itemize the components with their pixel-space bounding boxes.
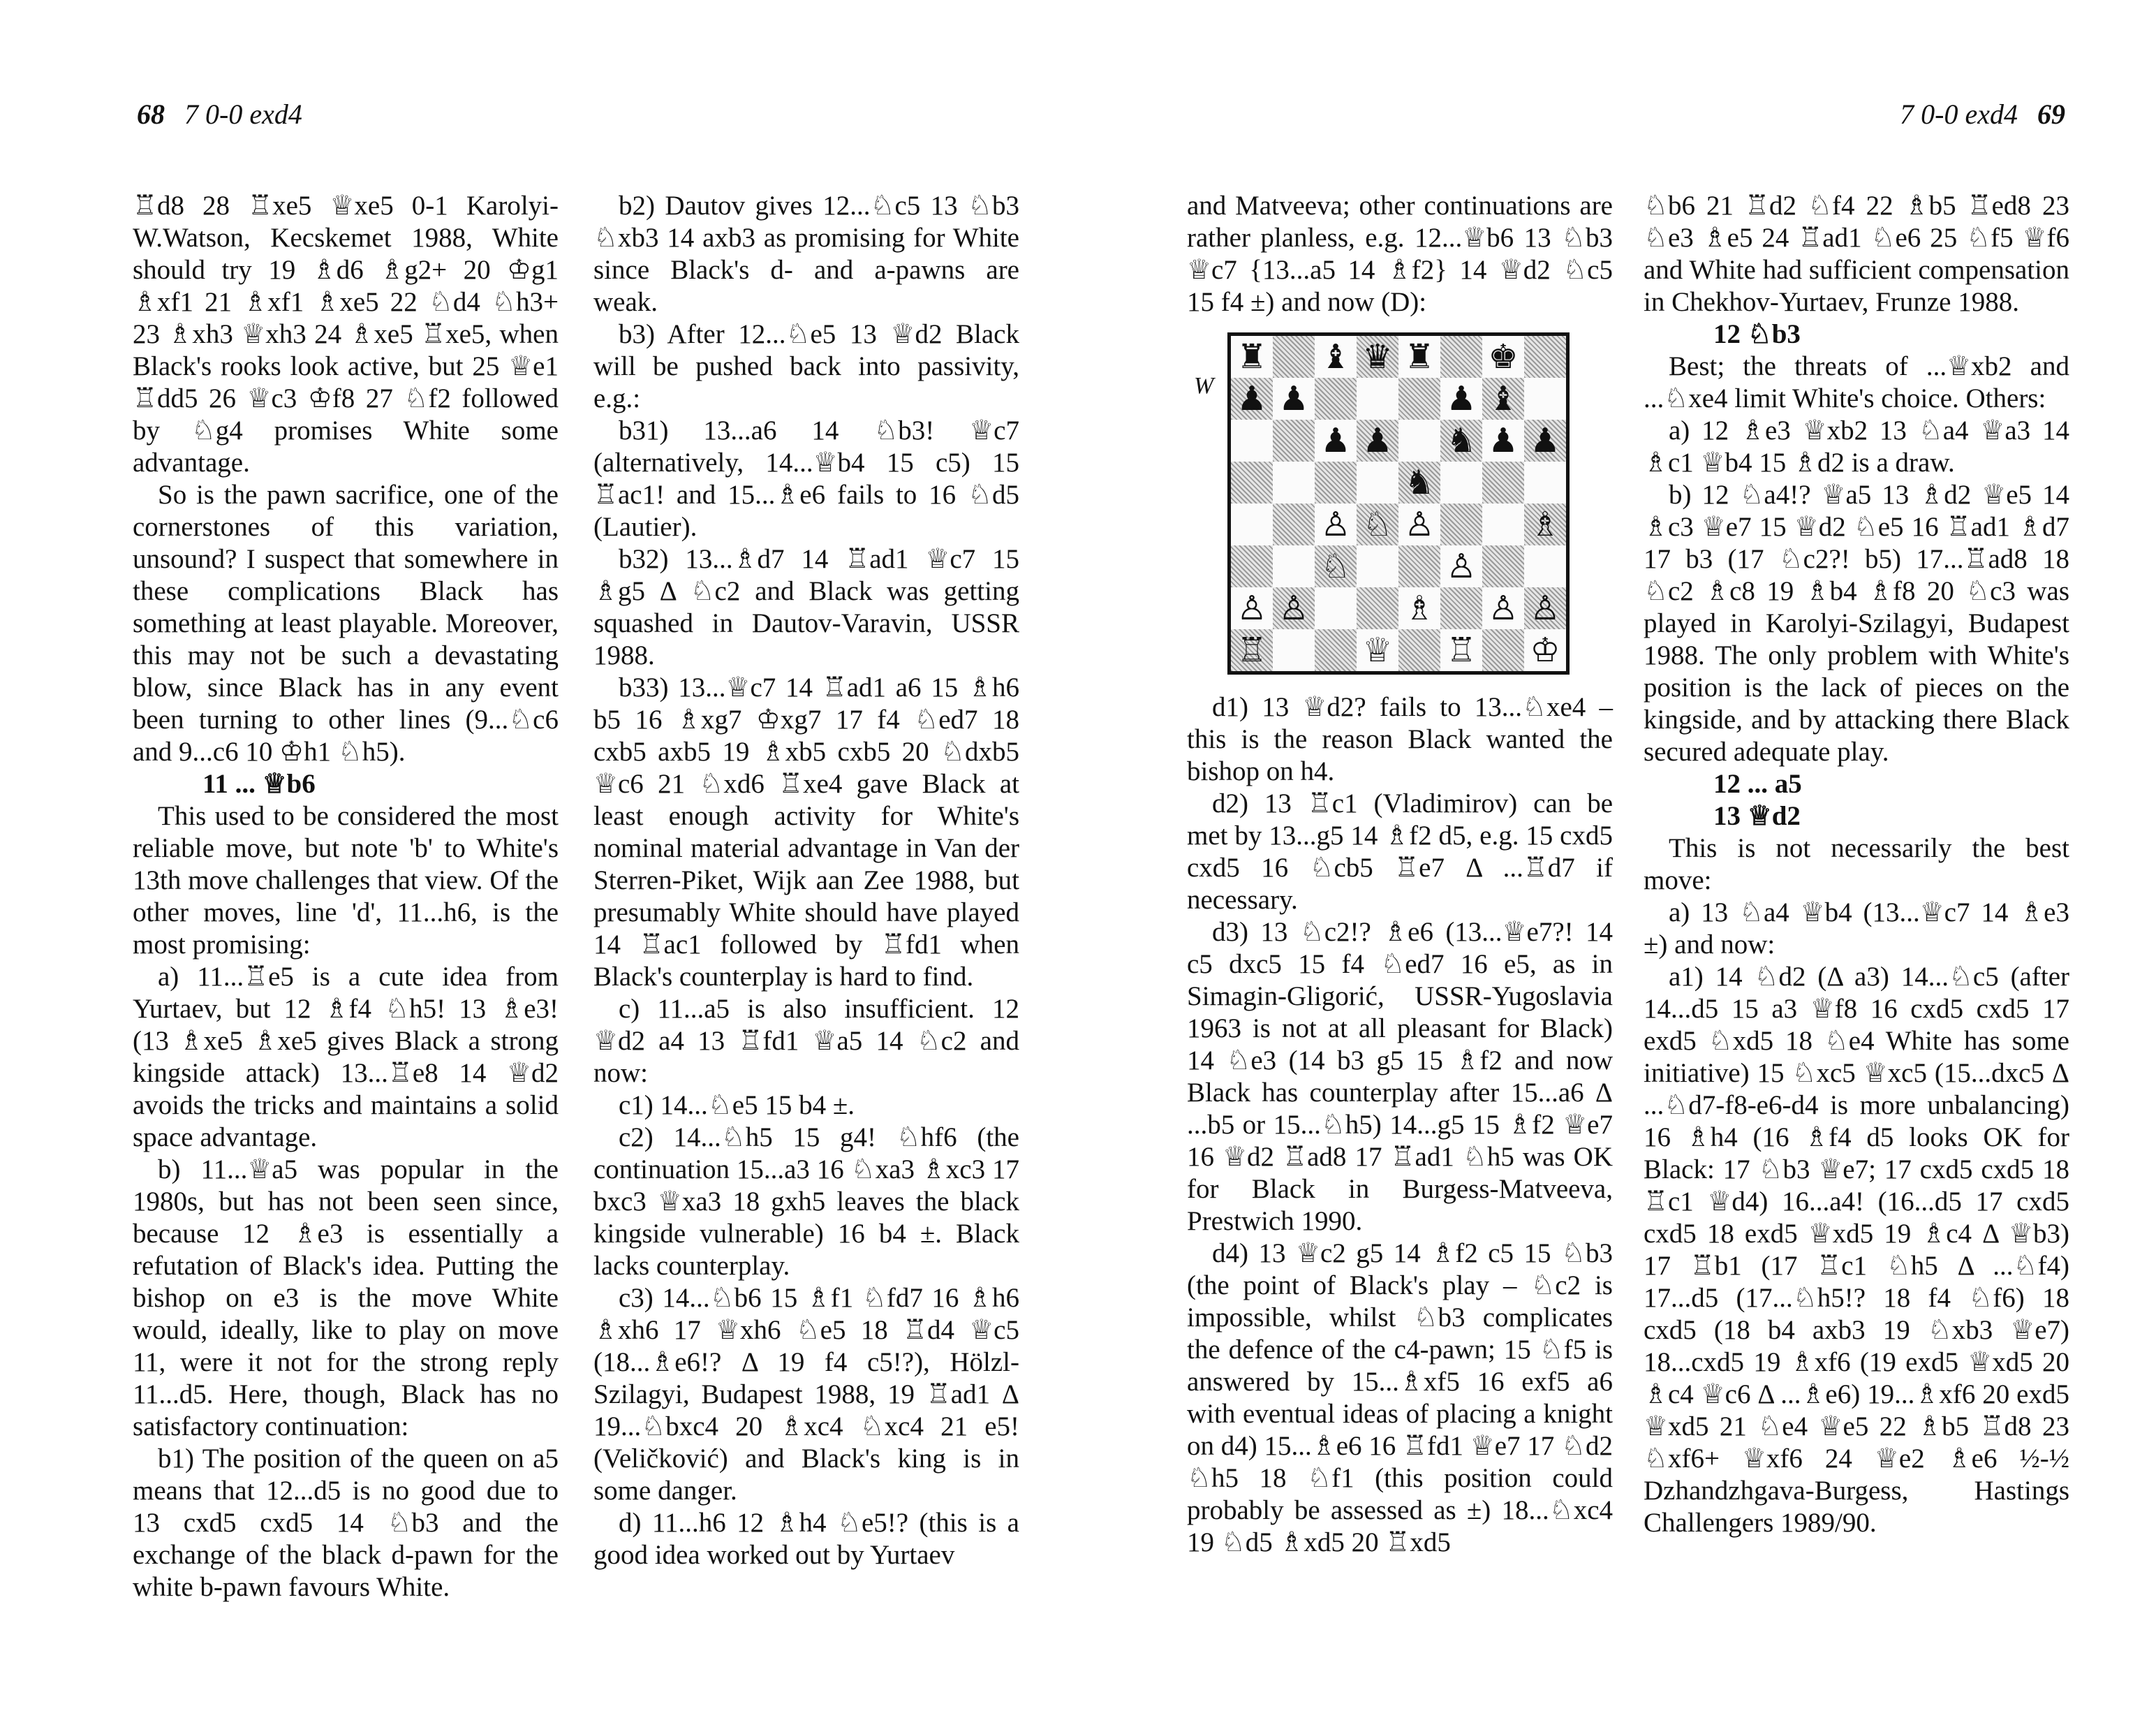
board-square	[1273, 545, 1315, 587]
right-running-title: 7 0-0 exd4	[1900, 98, 2018, 130]
board-square: ♝	[1315, 336, 1357, 378]
board-square	[1315, 378, 1357, 420]
board-square: ♝	[1482, 378, 1524, 420]
board-square: ♕	[1357, 629, 1398, 671]
paragraph: b3) After 12...♘e5 13 ♕d2 Black will be pushed back into passivity, e.g.:	[593, 319, 1019, 413]
board-square	[1273, 462, 1315, 504]
column-3-intro	[1187, 190, 1613, 318]
paragraph: d) 11...h6 12 ♗h4 ♘e5!? (this is a good idea worked out by Yurtaev	[593, 1508, 1019, 1570]
paragraph: a) 11...♖e5 is a cute idea from Yurtaev, but 12 ♗f4 ♘h5! 13 ♗e3! (13 ♗xe5 ♗xe5 gives Black a strong kingside attack) 13...♖e8 14 ♕d2 avoids the tricks and maintains a solid space advantage.	[133, 962, 559, 1152]
board-square	[1440, 336, 1482, 378]
board-square	[1398, 545, 1440, 587]
paragraph: b1) The position of the queen on a5 means that 12...d5 is no good due to 13 cxd5 cxd5 14 ♘b3 and the exchange of the black d-pawn for the white b-pawn favours White.	[133, 1444, 559, 1602]
board-square	[1440, 587, 1482, 629]
board-square: ♙	[1524, 587, 1566, 629]
board-square: ♜	[1398, 336, 1440, 378]
board-square	[1273, 336, 1315, 378]
board-square	[1482, 629, 1524, 671]
paragraph: d2) 13 ♖c1 (Vladimirov) can be met by 13...g5 14 ♗f2 d5, e.g. 15 cxd5 cxd5 16 ♘cb5 ♖e7 Δ ...♖d7 if necessary.	[1187, 788, 1613, 915]
paragraph: d1) 13 ♕d2? fails to 13...♘xe4 – this is the reason Black wanted the bishop on h4.	[1187, 692, 1613, 786]
chess-board	[1227, 332, 1570, 675]
board-square: ♞	[1398, 462, 1440, 504]
paragraph: a) 13 ♘a4 ♕b4 (13...♕c7 14 ♗e3 ±) and now:	[1644, 897, 2069, 960]
paragraph: b33) 13...♕c7 14 ♖ad1 a6 15 ♗h6 b5 16 ♗xg7 ♔xg7 17 f4 ♘ed7 18 cxb5 axb5 19 ♗xb5 cxb5 20 ♘dxb5 ♕c6 21 ♘xd6 ♖xe4 gave Black at least enough activity for White's nominal material advantage in Van der Sterren-Piket, Wijk aan Zee 1988, but presumably White should have played 14 ♖ac1 followed by ♖fd1 when Black's counterplay is hard to find.	[593, 673, 1019, 992]
board-square	[1315, 629, 1357, 671]
paragraph: c) 11...a5 is also insufficient. 12 ♕d2 a4 13 ♖fd1 ♕a5 14 ♘c2 and now:	[593, 994, 1019, 1088]
board-square	[1398, 629, 1440, 671]
board-square: ♗	[1524, 504, 1566, 545]
board-square: ♙	[1273, 587, 1315, 629]
board-square: ♔	[1524, 629, 1566, 671]
board-square	[1357, 462, 1398, 504]
board-square	[1231, 462, 1273, 504]
board-square	[1524, 462, 1566, 504]
board-square	[1524, 545, 1566, 587]
left-page-number: 68	[137, 98, 165, 130]
board-square	[1482, 504, 1524, 545]
paragraph: Best; the threats of ...♕xb2 and ...♘xe4 limit White's choice. Others:	[1644, 351, 2069, 413]
right-page-number: 69	[2037, 98, 2065, 130]
board-square: ♛	[1357, 336, 1398, 378]
paragraph: a) 12 ♗e3 ♕xb2 13 ♘a4 ♕a3 14 ♗c1 ♕b4 15 ♗d2 is a draw.	[1644, 416, 2069, 478]
paragraph: So is the pawn sacrifice, one of the cornerstones of this variation, unsound? I suspect that somewhere in these complications Black has something at least playable. Moreover, this may not be such a devastating blow, since Black has in any event been turning to other lines (9...♘c6 and 9...c6 10 ♔h1 ♘h5).	[133, 480, 559, 767]
column-2	[593, 190, 1019, 1571]
board-square	[1231, 420, 1273, 462]
move-heading: 13 ♕d2	[1713, 801, 1801, 831]
board-square: ♟	[1357, 420, 1398, 462]
move-heading: 11 ... ♕b6	[202, 769, 316, 799]
paragraph: This used to be considered the most reliable move, but note 'b' to White's 13th move challenges that view. Of the other moves, line 'd', 11...h6, is the most promising:	[133, 801, 559, 960]
board-square: ♙	[1315, 504, 1357, 545]
board-square	[1524, 378, 1566, 420]
right-page-header	[1900, 98, 2065, 131]
board-square: ♟	[1482, 420, 1524, 462]
paragraph: b) 12 ♘a4!? ♕a5 13 ♗d2 ♕e5 14 ♗c3 ♕e7 15 ♕d2 ♘e5 16 ♖ad1 ♗d7 17 b3 (17 ♘c2?! b5) 17...♖ad8 18 ♘c2 ♗c8 19 ♗b4 ♗f8 20 ♘c3 was played in Karolyi-Szilagyi, Budapest 1988. The only problem with White's position is the lack of pieces on the kingside, and by attacking there Black secured adequate play.	[1644, 480, 2069, 767]
board-square	[1357, 587, 1398, 629]
paragraph: c1) 14...♘e5 15 b4 ±.	[619, 1090, 855, 1120]
board-square: ♟	[1440, 378, 1482, 420]
board-square	[1315, 587, 1357, 629]
board-square: ♟	[1273, 378, 1315, 420]
paragraph: b) 11...♕a5 was popular in the 1980s, but has not been seen since, because 12 ♗e3 is essentially a refutation of Black's idea. Putting the bishop on e3 is the move White would, ideally, like to play on move 11, were it not for the strong reply 11...d5. Here, though, Black has no satisfactory continuation:	[133, 1154, 559, 1441]
board-square	[1482, 545, 1524, 587]
board-square: ♘	[1357, 504, 1398, 545]
paragraph: c3) 14...♘b6 15 ♗f1 ♘fd7 16 ♗h6 ♗xh6 17 ♕xh6 ♘e5 18 ♖d4 ♕c5 (18...♗e6!? Δ 19 f4 c5!?), Hölzl-Szilagyi, Budapest 1988, 19 ♖ad1 Δ 19...♘bxc4 20 ♗xc4 ♘xc4 21 e5! (Veličković) and Black's king is in some danger.	[593, 1283, 1019, 1506]
paragraph: ♘b6 21 ♖d2 ♘f4 22 ♗b5 ♖ed8 23 ♘e3 ♗e5 24 ♖ad1 ♘e6 25 ♘f5 ♕f6 and White had sufficient compensation in Chekhov-Yurtaev, Frunze 1988.	[1644, 191, 2069, 317]
board-square: ♙	[1398, 504, 1440, 545]
chess-diagram	[1187, 328, 1613, 684]
move-heading: 12 ♘b3	[1713, 319, 1801, 349]
column-3	[1187, 190, 1613, 1559]
paragraph: a1) 14 ♘d2 (Δ a3) 14...♘c5 (after 14...d5 15 a3 ♕f8 16 cxd5 cxd5 17 exd5 ♘xd5 18 ♘e4 White has some initiative) 15 ♘xc5 ♕xc5 (15...dxc5 Δ ...♘d7-f8-e6-d4 is more unbalancing) 16 ♗h4 (16 ♗f4 d5 looks OK for Black: 17 ♘b3 ♕e7; 17 cxd5 cxd5 18 ♖c1 ♕d4) 16...a4! (16...d5 17 cxd5 cxd5 18 exd5 ♕xd5 19 ♗c4 Δ ♕b3) 17 ♖b1 (17 ♖c1 ♘h5 Δ ...♘f4) 17...d5 (17...♘h5!? 18 f4 ♘f6) 18 cxd5 (18 b4 axb3 19 ♘xb3 ♕e7) 18...cxd5 19 ♗xf6 (19 exd5 ♕xd5 20 ♗c4 ♕c6 Δ ...♗e6) 19...♗xf6 20 exd5 ♕xd5 21 ♘e4 ♕e5 22 ♗b5 ♖d8 23 ♘xf6+ ♕xf6 24 ♕e2 ♗e6 ½-½ Dzhandzhgava-Burgess, Hastings Challengers 1989/90.	[1644, 962, 2069, 1538]
column-4	[1644, 190, 2069, 1539]
paragraph: b2) Dautov gives 12...♘c5 13 ♘b3 ♘xb3 14 axb3 as promising for White since Black's d- and a-pawns are weak.	[593, 191, 1019, 317]
paragraph: This is not necessarily the best move:	[1644, 833, 2069, 895]
paragraph: ♖d8 28 ♖xe5 ♕xe5 0-1 Karolyi-W.Watson, Kecskemet 1988, White should try 19 ♗d6 ♗g2+ 20 ♔g1 ♗xf1 21 ♗xf1 ♗xe5 22 ♘d4 ♘h3+ 23 ♗xh3 ♕xh3 24 ♗xe5 ♖xe5, when Black's rooks look active, but 25 ♕e1 ♖dd5 26 ♕c3 ♔f8 27 ♘f2 followed by ♘g4 promises White some advantage.	[133, 191, 559, 478]
side-to-move-label: W	[1194, 373, 1214, 399]
board-square	[1398, 420, 1440, 462]
board-square	[1273, 420, 1315, 462]
board-square	[1357, 378, 1398, 420]
left-page-header	[137, 98, 302, 131]
column-3-body	[1187, 691, 1613, 1559]
board-square	[1231, 545, 1273, 587]
board-square	[1273, 504, 1315, 545]
paragraph: and Matveeva; other continuations are rather planless, e.g. 12...♕b6 13 ♘b3 ♕c7 {13...a5 14 ♗f2} 14 ♕d2 ♘c5 15 f4 ±) and now (D):	[1187, 191, 1613, 317]
board-square: ♘	[1315, 545, 1357, 587]
paragraph: c2) 14...♘h5 15 g4! ♘hf6 (the continuation 15...a3 16 ♘xa3 ♗xc3 17 bxc3 ♕xa3 18 gxh5 leaves the black kingside vulnerable) 16 b4 ±. Black lacks counterplay.	[593, 1122, 1019, 1281]
move-heading: 12 ... a5	[1713, 769, 1802, 799]
board-square	[1315, 462, 1357, 504]
board-square: ♜	[1231, 336, 1273, 378]
board-square	[1273, 629, 1315, 671]
board-square	[1482, 462, 1524, 504]
board-square	[1524, 336, 1566, 378]
board-square: ♖	[1440, 629, 1482, 671]
board-square	[1440, 462, 1482, 504]
board-square: ♚	[1482, 336, 1524, 378]
board-square: ♟	[1231, 378, 1273, 420]
board-square: ♟	[1524, 420, 1566, 462]
paragraph: b31) 13...a6 14 ♘b3! ♕c7 (alternatively, 14...♕b4 15 c5) 15 ♖ac1! and 15...♗e6 fails to 16 ♘d5 (Lautier).	[593, 416, 1019, 542]
board-square: ♖	[1231, 629, 1273, 671]
board-square	[1357, 545, 1398, 587]
board-square	[1398, 378, 1440, 420]
board-square: ♞	[1440, 420, 1482, 462]
board-square: ♙	[1482, 587, 1524, 629]
board-square	[1231, 504, 1273, 545]
left-running-title: 7 0-0 exd4	[184, 98, 302, 130]
paragraph: b32) 13...♗d7 14 ♖ad1 ♕c7 15 ♗g5 Δ ♘c2 and Black was getting squashed in Dautov-Varavin, USSR 1988.	[593, 544, 1019, 670]
paragraph: d4) 13 ♕c2 g5 14 ♗f2 c5 15 ♘b3 (the point of Black's play – ♘c2 is impossible, whilst ♘b3 complicates the defence of the c4-pawn; 15 ♘f5 is answered by 15...♗xf5 16 exf5 a6 with eventual ideas of placing a knight on d4) 15...♗e6 16 ♖fd1 ♕e7 17 ♘d2 ♘h5 18 ♘f1 (this position could probably be assessed as ±) 18...♘xc4 19 ♘d5 ♗xd5 20 ♖xd5	[1187, 1238, 1613, 1557]
column-1	[133, 190, 559, 1603]
board-square: ♙	[1440, 545, 1482, 587]
board-square: ♙	[1231, 587, 1273, 629]
board-square	[1440, 504, 1482, 545]
board-square: ♗	[1398, 587, 1440, 629]
board-square: ♟	[1315, 420, 1357, 462]
paragraph: d3) 13 ♘c2!? ♗e6 (13...♕e7?! 14 c5 dxc5 15 f4 ♘ed7 16 e5, as in Simagin-Gligorić, USSR-Yugoslavia 1963 is not at all pleasant for Black) 14 ♘e3 (14 b3 g5 15 ♗f2 and now Black has counterplay after 15...a6 Δ ...b5 or 15...♘h5) 14...g5 15 ♗f2 ♕e7 16 ♕d2 ♖ad8 17 ♖ad1 ♘h5 was OK for Black in Burgess-Matveeva, Prestwich 1990.	[1187, 917, 1613, 1236]
